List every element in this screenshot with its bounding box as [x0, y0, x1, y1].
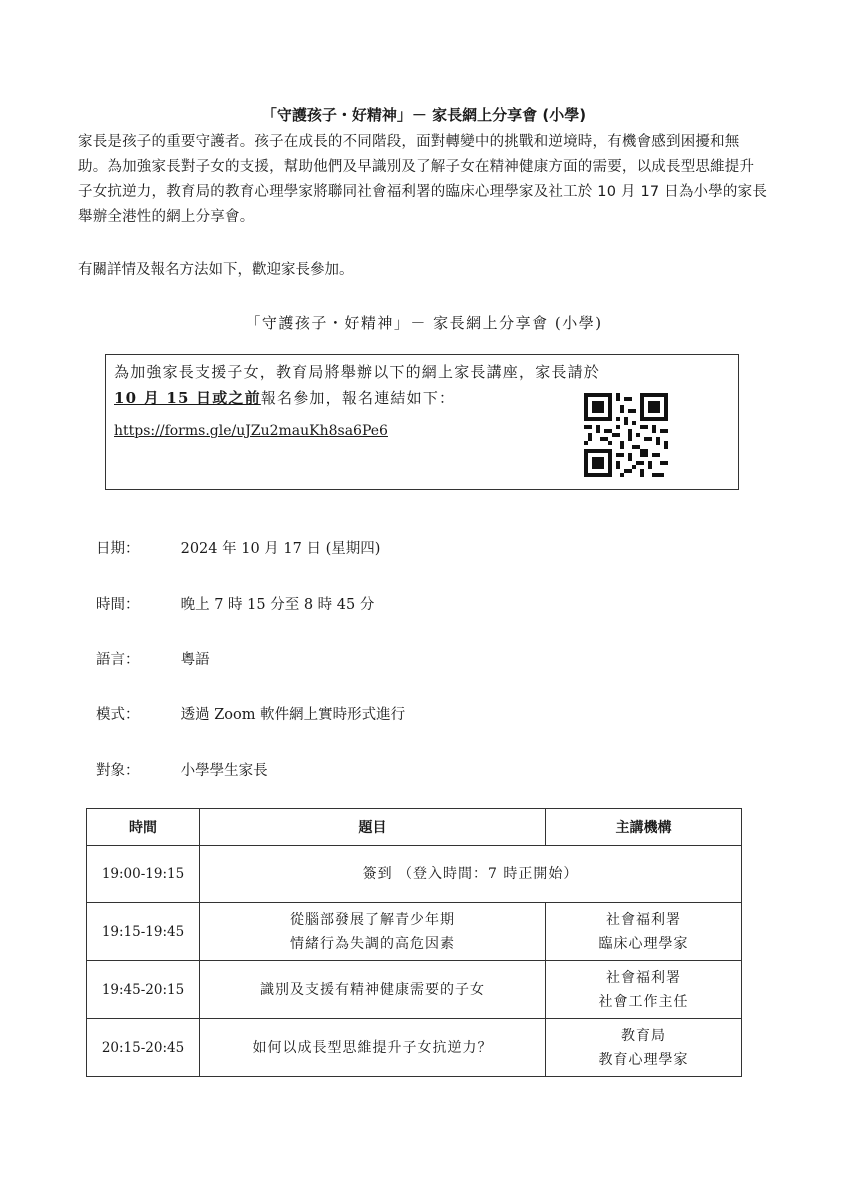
header-time: 時間 [87, 809, 200, 846]
info-row-time [96, 593, 374, 614]
date-label: 日期： [96, 541, 140, 557]
header-host: 主講機構 [546, 809, 742, 846]
info-row-date [96, 537, 380, 558]
header-topic: 題目 [200, 809, 546, 846]
registration-line-2 [114, 387, 455, 408]
time-label: 時間： [96, 597, 140, 613]
language-label: 語言： [96, 652, 140, 668]
audience-label: 對象： [96, 763, 140, 779]
table-row [87, 903, 742, 961]
row-time: 19:00-19:15 [87, 846, 200, 903]
table-row [87, 846, 742, 903]
registration-deadline: 10 月 15 日或之前 [114, 389, 261, 407]
table-header-row [87, 809, 742, 846]
row-topic: 識別及支援有精神健康需要的子女 [200, 961, 546, 1019]
intro-paragraph: 家長是孩子的重要守護者。孩子在成長的不同階段，面對轉變中的挑戰和逆境時，有機會感到困擾和無助。為加強家長對子女的支援，幫助他們及早識別及了解子女在精神健康方面的需要，以成長型思維提升子女抗逆力，教育局的教育心理學家將聯同社會福利署的臨床心理學家及社工於 10 月 17 日為小學的家長舉辦全港性的網上分享會。 [78, 134, 768, 225]
row-host: 社會福利署 社會工作主任 [546, 961, 742, 1019]
row-time: 19:15-19:45 [87, 903, 200, 961]
mode-value: 透過 Zoom 軟件網上實時形式進行 [180, 707, 406, 723]
row-topic: 從腦部發展了解青少年期 情緒行為失調的高危因素 [200, 903, 546, 961]
mode-label: 模式： [96, 707, 140, 723]
qr-code-icon[interactable] [584, 393, 668, 477]
row-topic: 簽到 （登入時間：7 時正開始） [200, 846, 742, 903]
registration-link[interactable]: https://forms.gle/uJZu2mauKh8sa6Pe6 [114, 423, 388, 439]
registration-box [105, 354, 739, 490]
row-host: 社會福利署 臨床心理學家 [546, 903, 742, 961]
details-intro: 有關詳情及報名方法如下，歡迎家長參加。 [78, 262, 354, 278]
registration-line-1: 為加強家長支援子女，教育局將舉辦以下的網上家長講座，家長請於 [114, 363, 601, 381]
info-row-language [96, 648, 210, 669]
time-value: 晚上 7 時 15 分至 8 時 45 分 [180, 597, 375, 613]
row-time: 20:15-20:45 [87, 1019, 200, 1077]
row-host: 教育局 教育心理學家 [546, 1019, 742, 1077]
registration-line-2-rest: 報名參加，報名連結如下： [260, 389, 456, 407]
table-row [87, 1019, 742, 1077]
page-title: 「守護孩子・好精神」－ 家長網上分享會 (小學) [261, 106, 587, 124]
info-row-audience [96, 759, 268, 780]
table-row [87, 961, 742, 1019]
schedule-table [86, 808, 742, 1077]
info-row-mode [96, 703, 405, 724]
date-value: 2024 年 10 月 17 日 (星期四) [180, 541, 381, 557]
audience-value: 小學學生家長 [180, 763, 268, 779]
language-value: 粵語 [180, 652, 210, 668]
row-topic: 如何以成長型思維提升子女抗逆力？ [200, 1019, 546, 1077]
event-subtitle: 「守護孩子・好精神」－ 家長網上分享會 (小學) [245, 314, 603, 332]
row-time: 19:45-20:15 [87, 961, 200, 1019]
